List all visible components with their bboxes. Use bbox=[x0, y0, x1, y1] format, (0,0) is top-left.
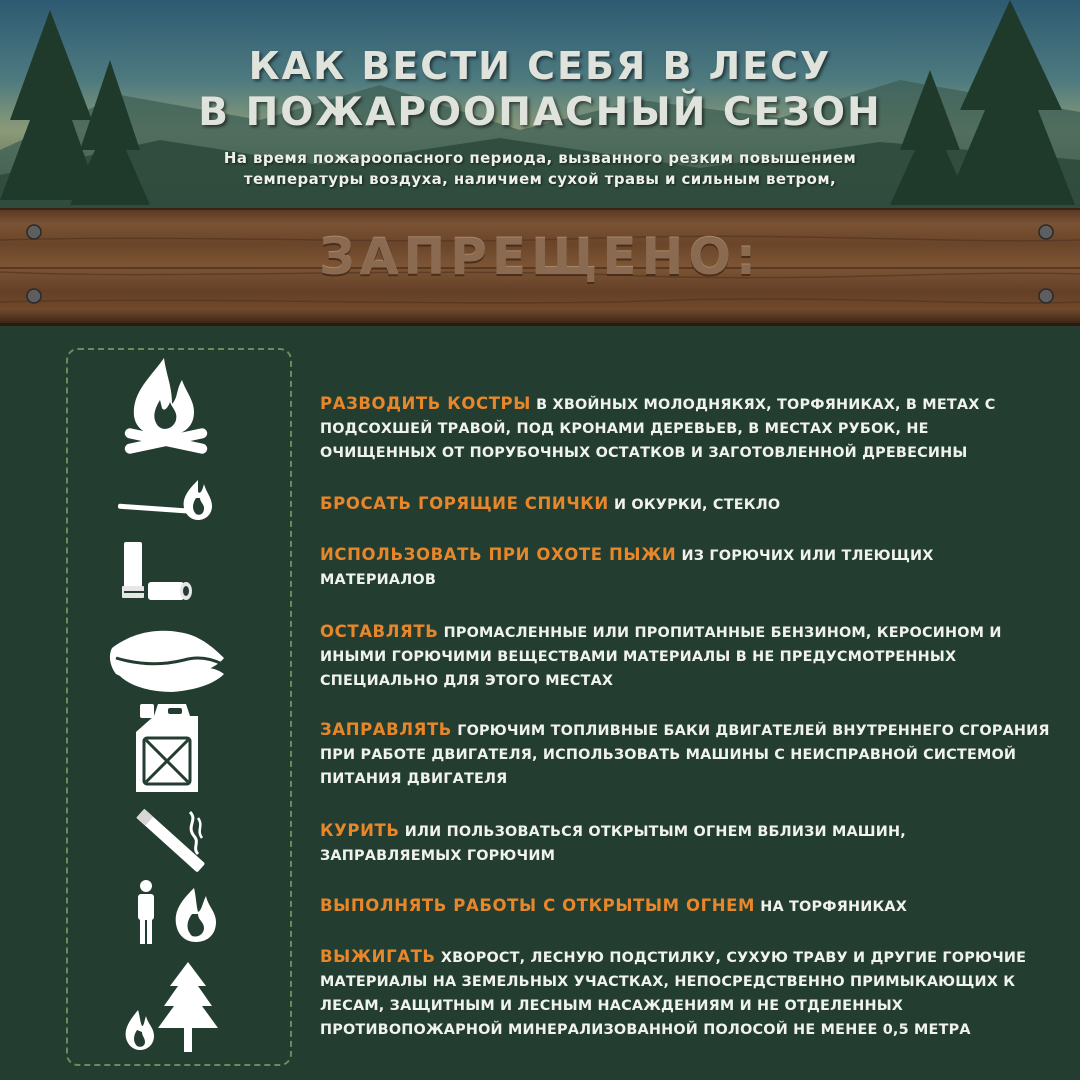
burning-match-icon bbox=[116, 476, 216, 524]
rule-3-highlight: ИСПОЛЬЗОВАТЬ ПРИ ОХОТЕ ПЫЖИ bbox=[320, 545, 677, 564]
person-fire-icon bbox=[132, 880, 218, 946]
campfire-icon bbox=[120, 356, 210, 456]
rule-item-7 bbox=[320, 894, 1050, 919]
rule-4-highlight: ОСТАВЛЯТЬ bbox=[320, 622, 439, 641]
rule-4-text: ПРОМАСЛЕННЫЕ ИЛИ ПРОПИТАННЫЕ БЕНЗИНОМ, КЕРОСИНОМ И ИНЫМИ ГОРЮЧИМИ ВЕЩЕСТВАМИ МАТЕРИАЛЫ В НЕ ПРЕДУСМОТРЕННЫХ СПЕЦИАЛЬНО ДЛЯ ЭТОГО МЕСТАХ bbox=[320, 625, 1002, 689]
rule-3-text: ИЗ ГОРЮЧИХ ИЛИ ТЛЕЮЩИХ МАТЕРИАЛОВ bbox=[320, 548, 934, 588]
rule-8-text: ХВОРОСТ, ЛЕСНУЮ ПОДСТИЛКУ, СУХУЮ ТРАВУ И ДРУГИЕ ГОРЮЧИЕ МАТЕРИАЛЫ НА ЗЕМЕЛЬНЫХ УЧАСТКАХ, НЕПОСРЕДСТВЕННО ПРИМЫКАЮЩИХ К ЛЕСАМ, ЗАЩИТНЫМ И ЛЕСНЫМ НАСАЖДЕНИЯМ И НЕ ОТДЕЛЕННЫХ ПРОТИВОПОЖАРНОЙ МИНЕРАЛИЗОВАННОЙ ПОЛОСОЙ НЕ МЕНЕЕ 0,5 МЕТРА bbox=[320, 950, 1027, 1038]
rule-5-text: ГОРЮЧИМ ТОПЛИВНЫЕ БАКИ ДВИГАТЕЛЕЙ ВНУТРЕННЕГО СГОРАНИЯ ПРИ РАБОТЕ ДВИГАТЕЛЯ, ИСПОЛЬЗОВАТЬ МАШИНЫ С НЕИСПРАВНОЙ СИСТЕМОЙ ПИТАНИЯ ДВИГАТЕЛЯ bbox=[320, 723, 1050, 787]
rule-2-highlight: БРОСАТЬ ГОРЯЩИЕ СПИЧКИ bbox=[320, 494, 609, 513]
shotgun-shell-icon bbox=[120, 540, 200, 604]
tree-fire-icon bbox=[120, 960, 220, 1054]
rule-7-text: НА ТОРФЯНИКАХ bbox=[755, 899, 908, 915]
rule-item-4 bbox=[320, 620, 1050, 693]
rule-1-text: В ХВОЙНЫХ МОЛОДНЯКЯХ, ТОРФЯНИКАХ, В МЕТАХ С ПОДСОХШЕЙ ТРАВОЙ, ПОД КРОНАМИ ДЕРЕВЬЕВ, В МЕСТАХ РУБОК, НЕ ОЧИЩЕННЫХ ОТ ПОРУБОЧНЫХ ОСТАТКОВ И ЗАГОТОВЛЕННОЙ ДРЕВЕСИНЫ bbox=[320, 397, 996, 461]
rule-6-highlight: КУРИТЬ bbox=[320, 821, 400, 840]
rule-item-6 bbox=[320, 819, 1050, 868]
oily-rags-icon bbox=[106, 624, 232, 694]
cigarette-icon bbox=[132, 808, 208, 874]
rule-item-1 bbox=[320, 392, 1050, 465]
page-title-line-2: В ПОЖАРООПАСНЫЙ СЕЗОН bbox=[198, 90, 882, 135]
rule-1-highlight: РАЗВОДИТЬ КОСТРЫ bbox=[320, 394, 531, 413]
banner-title: ЗАПРЕЩЕНО: bbox=[319, 228, 761, 286]
rule-item-3 bbox=[320, 543, 1050, 592]
rule-6-text: ИЛИ ПОЛЬЗОВАТЬСЯ ОТКРЫТЫМ ОГНЕМ ВБЛИЗИ МАШИН, ЗАПРАВЛЯЕМЫХ ГОРЮЧИМ bbox=[320, 824, 906, 864]
header bbox=[0, 0, 1080, 210]
rule-2-text: И ОКУРКИ, СТЕКЛО bbox=[608, 497, 781, 513]
rule-item-5 bbox=[320, 718, 1050, 791]
rule-5-highlight: ЗАПРАВЛЯТЬ bbox=[320, 720, 452, 739]
rule-item-8 bbox=[320, 945, 1050, 1042]
rule-7-highlight: ВЫПОЛНЯТЬ РАБОТЫ С ОТКРЫТЫМ ОГНЕМ bbox=[320, 896, 756, 915]
page-title-line-1: КАК ВЕСТИ СЕБЯ В ЛЕСУ bbox=[248, 44, 832, 88]
rule-item-2 bbox=[320, 492, 1050, 517]
rule-8-highlight: ВЫЖИГАТЬ bbox=[320, 947, 436, 966]
subtitle-line-1: На время пожароопасного периода, вызванного резким повышением bbox=[223, 149, 857, 167]
subtitle-line-2: температуры воздуха, наличием сухой травы и сильным ветром, bbox=[243, 170, 837, 188]
fuel-canister-icon bbox=[132, 702, 202, 796]
